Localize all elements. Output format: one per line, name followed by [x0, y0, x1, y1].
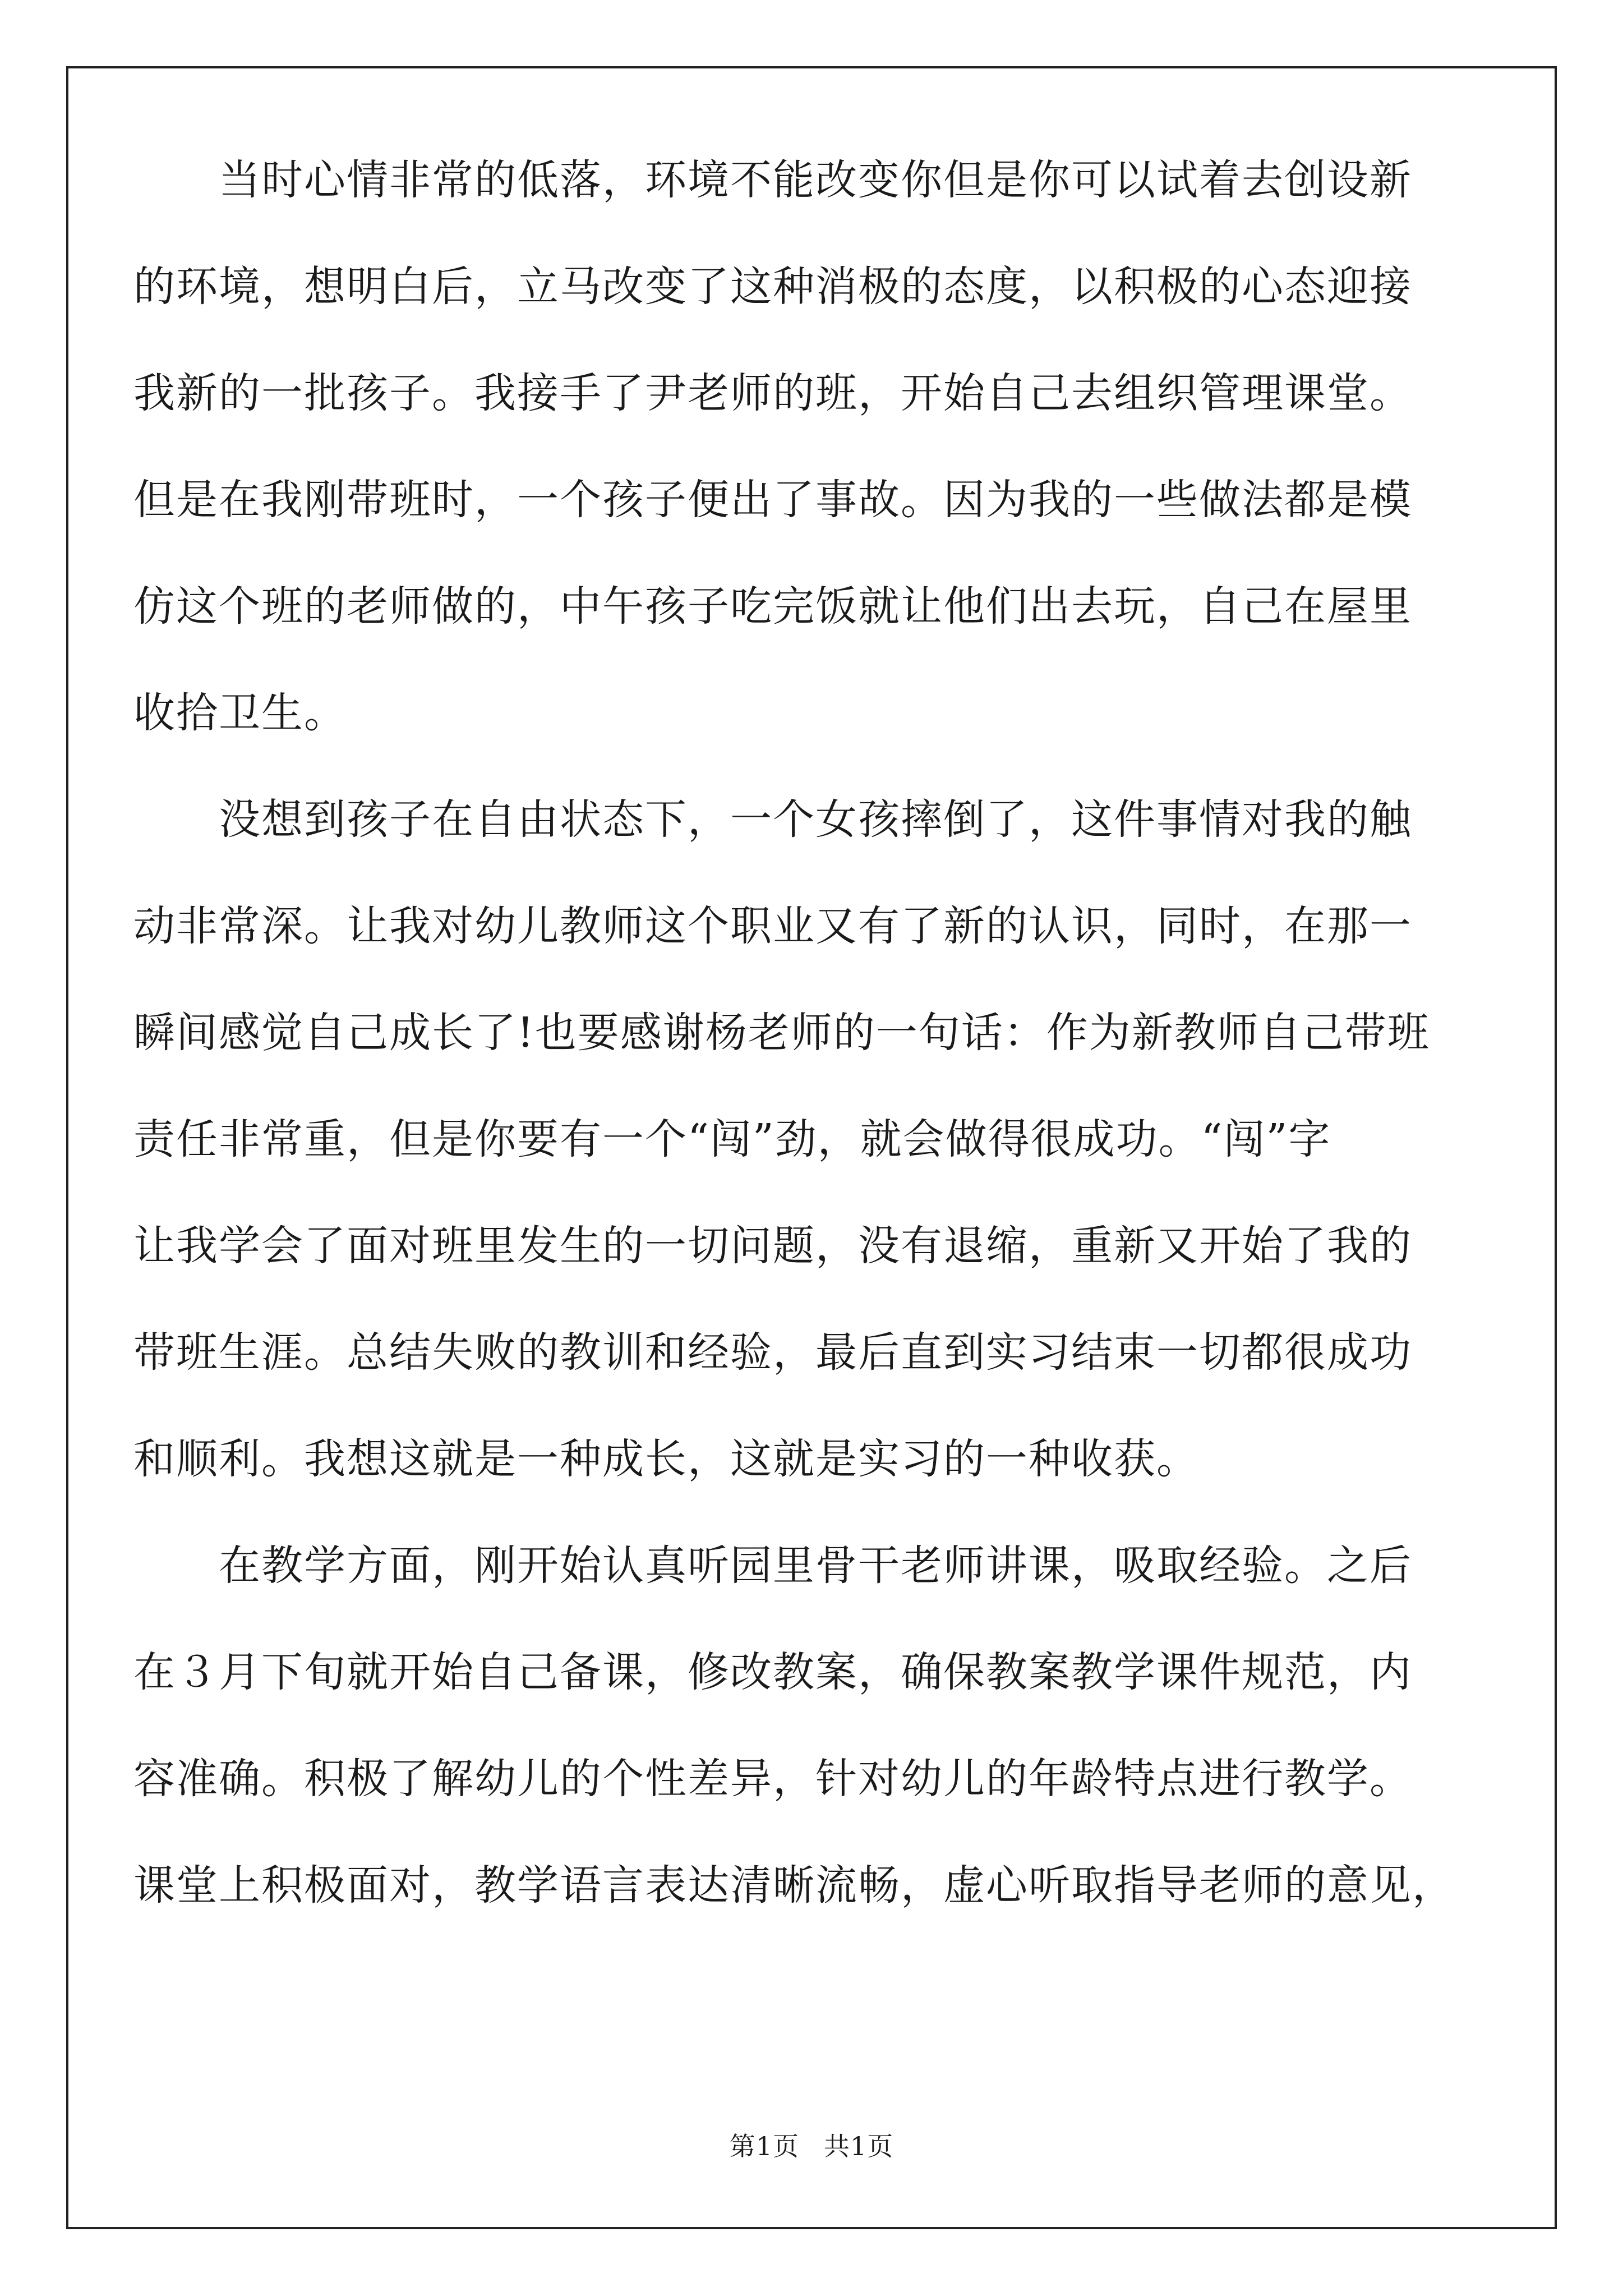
- text-line: 收拾卫生。: [133, 689, 347, 737]
- text-line: 当时心情非常的低落，环境不能改变你但是你可以试着去创设新: [219, 156, 1412, 204]
- text-line: 课堂上积极面对，教学语言表达清晰流畅，虚心听取指导老师的意见，: [133, 1861, 1455, 1910]
- text-line: 在３月下旬就开始自己备课，修改教案，确保教案教学课件规范，内: [133, 1648, 1412, 1696]
- text-line: 我新的一批孩子。我接手了尹老师的班，开始自己去组织管理课堂。: [133, 369, 1412, 417]
- page-number: 第1页: [729, 2131, 799, 2161]
- text-line: 的环境，想明白后，立马改变了这种消极的态度，以积极的心态迎接: [133, 263, 1412, 311]
- page-total: 共1页: [824, 2131, 894, 2161]
- text-line: 动非常深。让我对幼儿教师这个职业又有了新的认识，同时，在那一: [133, 902, 1412, 950]
- text-line: 瞬间感觉自己成长了!也要感谢杨老师的一句话：作为新教师自己带班: [133, 1009, 1430, 1057]
- paragraph-2: [133, 766, 1491, 1512]
- text-line: 带班生涯。总结失败的教训和经验，最后直到实习结束一切都很成功: [133, 1328, 1412, 1377]
- paragraph-1: [133, 127, 1491, 766]
- text-line: 容准确。积极了解幼儿的个性差异，针对幼儿的年龄特点进行教学。: [133, 1755, 1412, 1803]
- page-footer: [0, 2126, 1623, 2163]
- text-line: 和顺利。我想这就是一种成长，这就是实习的一种收获。: [133, 1435, 1199, 1483]
- document-body: [133, 127, 1491, 1939]
- text-line: 没想到孩子在自由状态下，一个女孩摔倒了，这件事情对我的触: [219, 795, 1412, 844]
- text-line: 仿这个班的老师做的，中午孩子吃完饭就让他们出去玩，自己在屋里: [133, 582, 1412, 631]
- text-line: 在教学方面，刚开始认真听园里骨干老师讲课，吸取经验。之后: [219, 1542, 1412, 1590]
- text-line: 让我学会了面对班里发生的一切问题，没有退缩，重新又开始了我的: [133, 1222, 1412, 1270]
- text-line: 但是在我刚带班时，一个孩子便出了事故。因为我的一些做法都是模: [133, 476, 1412, 524]
- paragraph-3: [133, 1512, 1491, 1939]
- text-line: 责任非常重，但是你要有一个“闯”劲，就会做得很成功。“闯”字: [133, 1115, 1331, 1163]
